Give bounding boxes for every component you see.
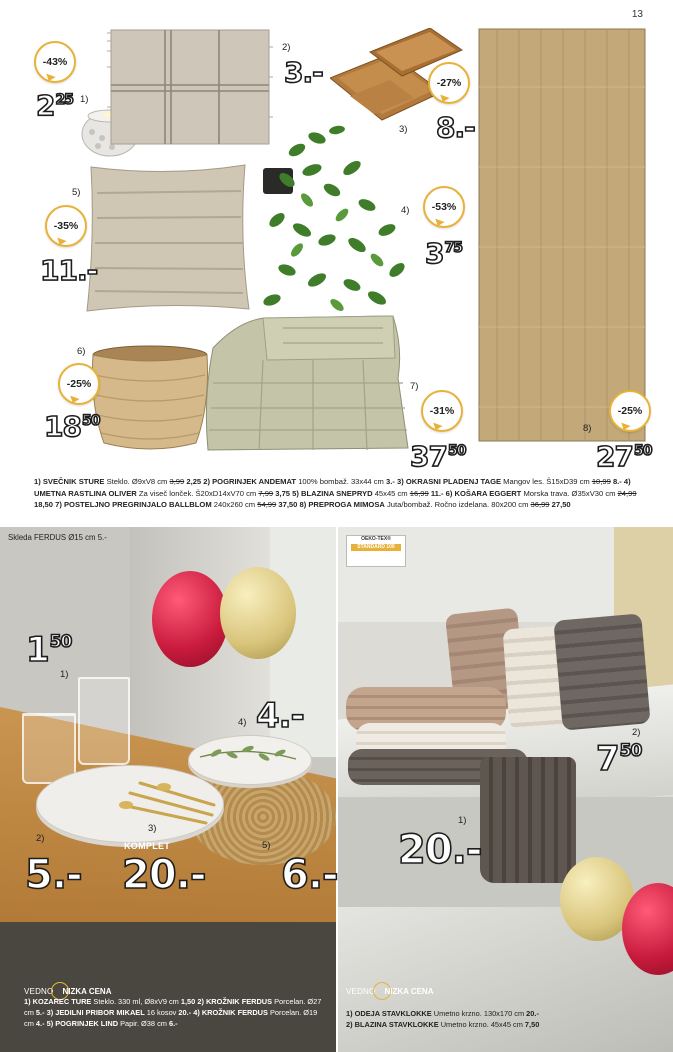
bowl-note: Skleda FERDUS Ø15 cm 5.- [8, 533, 107, 542]
discount-badge: -43% [34, 41, 76, 83]
cutlery-set [116, 775, 216, 827]
brand-logo-low-price: VEDNO NIZKA CENA [24, 982, 112, 1000]
item-number: 2) [632, 727, 641, 738]
price-tag: $27^{50}$ [596, 440, 652, 473]
item-number: 4) [401, 205, 410, 216]
discount-badge: -31% [421, 390, 463, 432]
certification-label [346, 535, 406, 567]
price-tag: 11.- [40, 254, 98, 287]
item-number: 2) [36, 833, 45, 844]
glass [78, 677, 130, 765]
price-tag: 20.- [398, 827, 482, 873]
balloon-red [152, 571, 228, 667]
glass [22, 713, 76, 784]
item-number: 5) [262, 840, 271, 851]
product-description: 1) ODEJA STAVKLOKKE Umetno krzno. 130x170 cm 20.- 2) BLAZINA STAVKLOKKE Umetno krzno. 45x45 cm 7,50 [346, 1009, 540, 1029]
brand-logo-low-price: VEDNO NIZKA CENA [346, 982, 434, 1000]
item-number: 3) [148, 823, 157, 834]
price-tag: $18^{50}$ [44, 410, 100, 443]
pillow-grey [553, 613, 650, 730]
price-tag: $3^{75}$ [425, 237, 462, 270]
set-label: KOMPLET [124, 841, 171, 851]
discount-badge: -27% [428, 62, 470, 104]
item-number: 1) [60, 669, 69, 680]
product-description: 1) SVEČNIK STURE Steklo. Ø9xV8 cm 3,99 2,25 2) POGRINJEK ANDEMAT 100% bombaž. 33x44 cm 3.- 3) OKRASNI PLADENJ TAGE Mangov les. Š15xD39 cm 10,99 8.- 4) UMETNA RASTLINA OLIVER Za viseč lonček. Š20xD14xV70 cm 7,99 3,75 5) BLAZINA SNEPRYD 45x45 cm 16,99 11.- 6) KOŠARA EGGERT Morska trava. Ø35xV30 cm 24,99 18,50 7) POSTELJNO PREGRINJALO BALLBLOM 240x260 cm 54,99 37,50 8) PREPROGA MIMOSA Juta/bombaž. Ročno izdelana. 80x200 cm 36,99 27,50 [34, 477, 637, 510]
textile-photo-panel [338, 527, 673, 1052]
placemat-image [107, 27, 273, 147]
item-number: 1) [458, 815, 467, 826]
price-tag: 8.- [436, 111, 475, 144]
certification-standard: STANDARD 100 [351, 544, 401, 551]
item-number: 4) [238, 717, 247, 728]
rug-image [477, 27, 647, 443]
discount-badge: -25% [58, 363, 100, 405]
certification-title: OEKO-TEX® [361, 536, 391, 542]
discount-badge: -53% [423, 186, 465, 228]
item-number: 6) [77, 346, 86, 357]
price-tag: 3.- [284, 56, 323, 89]
tableware-photo-panel [0, 527, 336, 1052]
bedspread-image [203, 308, 413, 453]
price-tag: 20.- [122, 852, 206, 898]
price-tag: $1^{50}$ [26, 630, 72, 670]
discount-badge: -25% [609, 390, 651, 432]
item-number: 2) [282, 42, 291, 53]
page-number: 13 [631, 9, 643, 20]
price-tag: $7^{50}$ [596, 739, 642, 779]
item-number: 7) [410, 381, 419, 392]
price-tag: 5.- [25, 852, 82, 898]
discount-badge: -35% [45, 205, 87, 247]
cushion-image [83, 163, 253, 313]
price-tag: 6.- [281, 852, 338, 898]
basket-image [90, 345, 210, 455]
product-description: 1) KOZAREC TURE Steklo. 330 ml, Ø8xV9 cm 1,50 2) KROŽNIK FERDUS Porcelan. Ø27 cm 5.- 3) JEDILNI PRIBOR MIKAEL 16 kosov 20.- 4) KROŽNIK FERDUS Porcelan. Ø19 cm 4.- 5) POGRINJEK LIND Papir. Ø38 cm 6.- [24, 997, 322, 1028]
price-tag: 4.- [256, 696, 304, 736]
price-tag: $37^{50}$ [410, 440, 466, 473]
item-number: 3) [399, 124, 408, 135]
price-tag: $2^{25}$ [36, 89, 73, 122]
item-number: 1) [80, 94, 89, 105]
item-number: 8) [583, 423, 592, 434]
olive-branch [196, 741, 300, 771]
item-number: 5) [72, 187, 81, 198]
draped-blanket [480, 757, 576, 883]
balloon-gold [220, 567, 296, 659]
artificial-plant-image [257, 120, 422, 315]
